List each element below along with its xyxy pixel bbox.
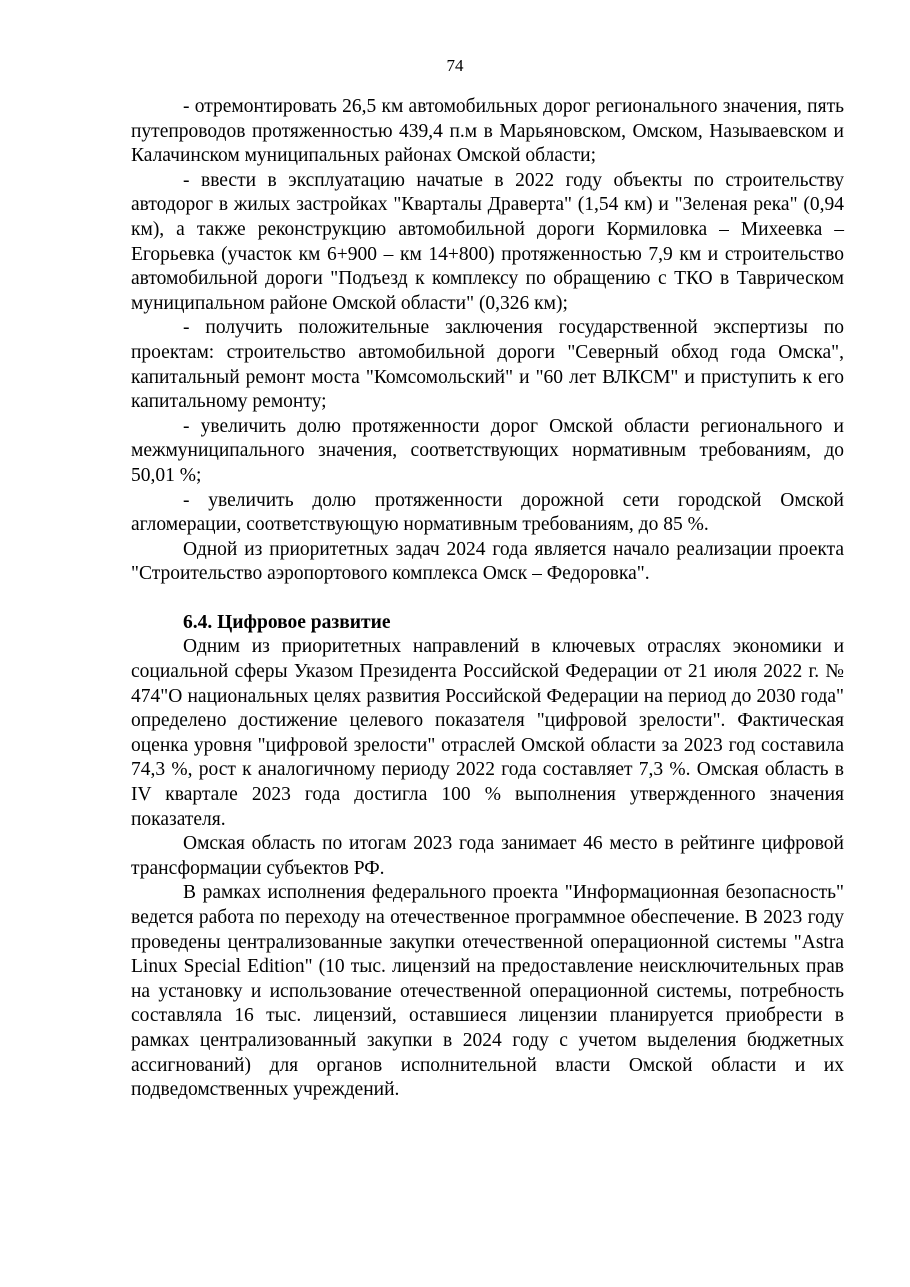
paragraph-airport-project: Одной из приоритетных задач 2024 года является начало реализации проекта "Строительство аэропортового комплекса Омск – Федоровка".: [131, 538, 844, 585]
section-heading: 6.4. Цифровое развитие: [183, 611, 391, 633]
paragraph-digital-rating: Омская область по итогам 2023 года занимает 46 место в рейтинге цифровой трансформации субъектов РФ.: [131, 833, 844, 879]
list-item-commission-roads: - ввести в эксплуатацию начатые в 2022 году объекты по строительству автодорог в жилых застройках "Кварталы Драверта" (1,54 км) и "Зеленая река" (0,94 км), а также реконструкцию автомобильной дороги Кормиловка – Михеевка – Егорьевка (участок км 6+900 – км 14+800) протяженностью 7,9 км и строительство автомобильной дороги "Подъезд к комплексу по обращению с ТКО в Таврическом муниципальном районе Омской области" (0,326 км);: [131, 169, 844, 314]
document-body: [131, 95, 844, 1103]
list-item-regional-roads-share: - увеличить долю протяженности дорог Омской области регионального и межмуниципального значения, соответствующих нормативным требованиям, до 50,01 %;: [131, 415, 844, 486]
paragraph-information-security: В рамках исполнения федерального проекта "Информационная безопасность" ведется работа по переходу на отечественное программное обеспечение. В 2023 году проведены централизованные закупки отечественной операционной системы "Astra Linux Special Edition" (10 тыс. лицензий на предоставление неисключительных прав на установку и использование отечественной операционной системы, потребность составляла 16 тыс. лицензий, оставшиеся лицензии планируется приобрести в рамках централизованный закупки в 2024 году с учетом выделения бюджетных ассигнований) для органов исполнительной власти Омской области и их подведомственных учреждений.: [131, 882, 844, 1101]
list-item-repair-roads: - отремонтировать 26,5 км автомобильных дорог регионального значения, пять путепроводов протяженностью 439,4 п.м в Марьяновском, Омском, Называевском и Калачинском муниципальных районах Омской области;: [131, 96, 844, 167]
paragraph-digital-maturity: Одним из приоритетных направлений в ключевых отраслях экономики и социальной сферы Указом Президента Российской Федерации от 21 июля 2022 г. № 474"О национальных целях развития Российской Федерации на период до 2030 года" определено достижение целевого показателя "цифровой зрелости". Фактическая оценка уровня "цифровой зрелости" отраслей Омской области за 2023 год составила 74,3 %, рост к аналогичному периоду 2022 года составляет 7,3 %. Омская область в IV квартале 2023 года достигла 100 % выполнения утвержденного значения показателя.: [131, 636, 844, 830]
list-item-state-expertise: - получить положительные заключения государственной экспертизы по проектам: строительство автомобильной дороги "Северный обход года Омска", капитальный ремонт моста "Комсомольский" и "60 лет ВЛКСМ" и приступить к его капитальному ремонту;: [131, 317, 844, 413]
list-item-agglomeration-roads-share: - увеличить долю протяженности дорожной сети городской Омской агломерации, соответствующую нормативным требованиям, до 85 %.: [131, 489, 844, 536]
page-number: 74: [446, 56, 464, 75]
